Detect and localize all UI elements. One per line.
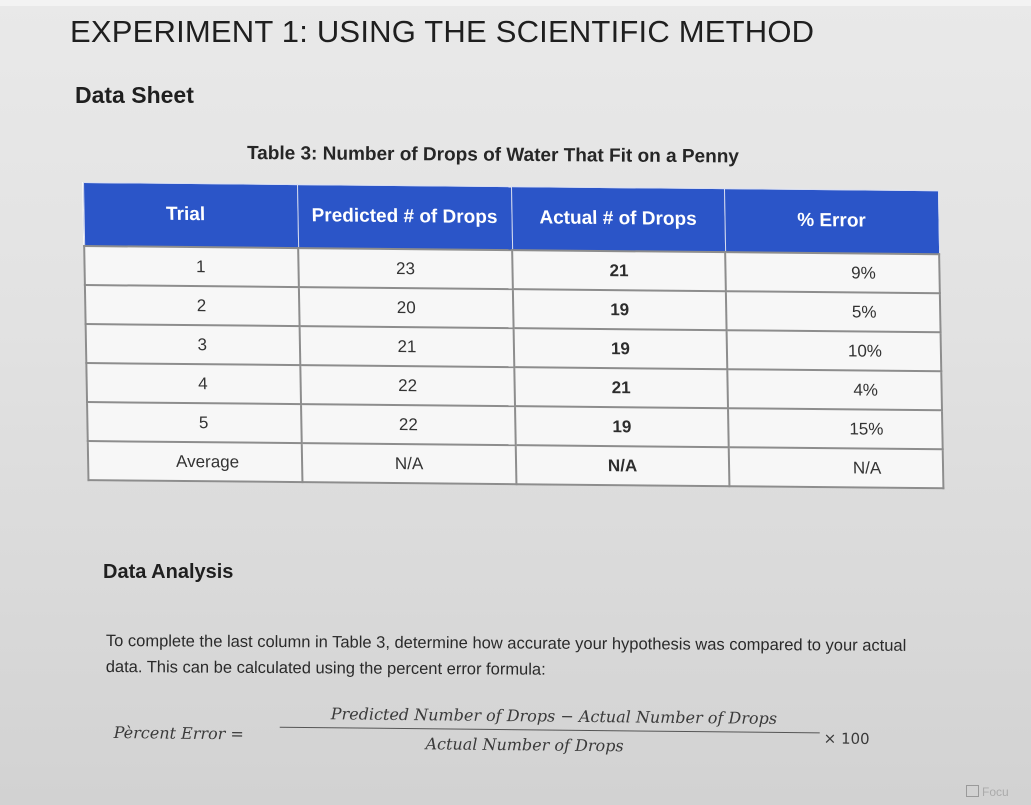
cell-error: 4% xyxy=(727,369,942,410)
cell-actual: 19 xyxy=(514,328,728,369)
cell-actual: 21 xyxy=(514,367,728,408)
cell-actual: 19 xyxy=(515,406,729,447)
formula-fraction xyxy=(279,704,819,758)
cell-average-label: Average xyxy=(88,441,303,482)
cell-predicted: 22 xyxy=(301,404,516,445)
percent-error-formula xyxy=(113,702,914,780)
header-trial: Trial xyxy=(83,183,298,249)
analysis-instructions: To complete the last column in Table 3, determine how accurate your hypothesis was compared to your actual data. This can be calculated using the percent error formula: xyxy=(105,631,907,679)
formula-numerator: Predicted Number of Drops − Actual Number of Drops xyxy=(330,704,778,728)
cell-predicted: 22 xyxy=(300,365,515,406)
cell-predicted: 23 xyxy=(298,248,513,289)
data-table-container xyxy=(82,182,942,489)
cell-trial: 5 xyxy=(87,402,302,443)
page-title: EXPERIMENT 1: USING THE SCIENTIFIC METHOD xyxy=(70,14,815,49)
focus-button[interactable] xyxy=(966,785,1009,799)
header-error: % Error xyxy=(724,189,939,255)
cell-predicted: 21 xyxy=(300,326,515,367)
cell-error: 15% xyxy=(728,408,943,449)
page-top-strip xyxy=(0,0,1031,6)
cell-trial: 1 xyxy=(84,246,299,287)
cell-average-actual: N/A xyxy=(516,445,730,486)
cell-actual: 19 xyxy=(513,289,727,330)
drops-data-table xyxy=(82,182,944,489)
cell-average-predicted: N/A xyxy=(302,443,517,484)
data-analysis-heading: Data Analysis xyxy=(103,561,234,583)
data-sheet-heading: Data Sheet xyxy=(75,82,194,108)
formula-denominator: Actual Number of Drops xyxy=(425,734,624,756)
cell-trial: 4 xyxy=(86,363,301,404)
cell-average-error: N/A xyxy=(729,447,944,488)
header-predicted: Predicted # of Drops xyxy=(297,185,512,251)
cell-trial: 3 xyxy=(86,324,301,365)
cell-actual: 21 xyxy=(512,250,726,291)
cell-error: 5% xyxy=(726,291,941,332)
formula-multiplier: × 100 xyxy=(823,729,870,748)
table-caption: Table 3: Number of Drops of Water That Fit on a Penny xyxy=(246,143,739,168)
cell-trial: 2 xyxy=(85,285,300,326)
cell-predicted: 20 xyxy=(299,287,514,328)
table-header-row xyxy=(83,183,939,255)
focus-label: Focu xyxy=(982,785,1009,799)
focus-icon xyxy=(966,785,979,797)
header-actual: Actual # of Drops xyxy=(511,187,725,253)
formula-lhs: Pèrcent Error = xyxy=(113,722,244,744)
table-average-row xyxy=(88,441,944,488)
cell-error: 10% xyxy=(727,330,942,371)
cell-error: 9% xyxy=(725,252,940,293)
